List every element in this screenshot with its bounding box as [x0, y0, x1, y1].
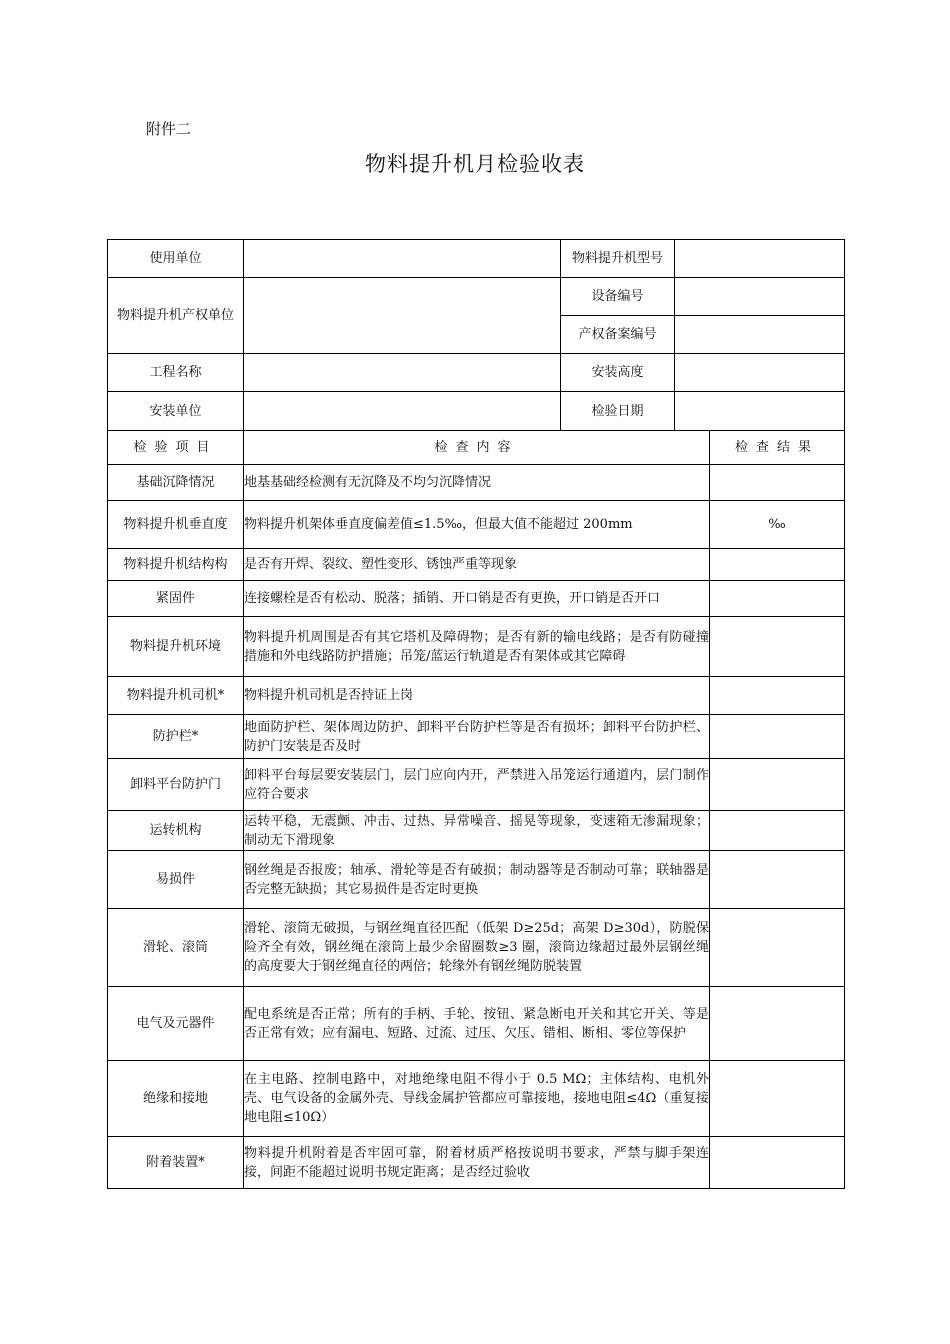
row-result[interactable] — [710, 465, 845, 501]
table-row — [108, 501, 845, 549]
info-row-device-no — [108, 278, 845, 316]
table-row — [108, 987, 845, 1061]
row-item: 物料提升机环境 — [108, 617, 244, 677]
table-row — [108, 465, 845, 501]
row-result[interactable] — [710, 715, 845, 759]
row-result[interactable] — [710, 987, 845, 1061]
page-title: 物料提升机月检验收表 — [365, 152, 585, 176]
header-row — [108, 431, 845, 465]
device-no-label: 设备编号 — [561, 278, 675, 316]
row-result[interactable] — [710, 759, 845, 811]
row-item: 附着装置* — [108, 1137, 244, 1189]
row-content: 在主电路、控制电路中，对地绝缘电阻不得小于 0.5 MΩ；主体结构、电机外壳、电气设备的金属外壳、导线金属护管都应可靠接地，接地电阻≤4Ω（重复接地电阻≤10Ω） — [244, 1061, 710, 1137]
table-row — [108, 617, 845, 677]
header-result: 检查结果 — [710, 431, 845, 465]
row-item: 紧固件 — [108, 581, 244, 617]
info-row-project — [108, 354, 845, 392]
row-content: 地基基础经检测有无沉降及不均匀沉降情况 — [244, 465, 710, 501]
table-row — [108, 1137, 845, 1189]
use-unit-field[interactable] — [244, 240, 561, 278]
row-content: 滑轮、滚筒无破损，与钢丝绳直径匹配（低架 D≥25d；高架 D≥30d），防脱保险齐全有效，钢丝绳在滚筒上最少余留圈数≥3 圈，滚筒边缘超过最外层钢丝绳的高度要大于钢丝绳直径的两倍；轮缘外有钢丝绳防脱装置 — [244, 909, 710, 987]
row-result[interactable] — [710, 549, 845, 581]
row-content: 配电系统是否正常；所有的手柄、手轮、按钮、紧急断电开关和其它开关、等是否正常有效；应有漏电、短路、过流、过压、欠压、错相、断相、零位等保护 — [244, 987, 710, 1061]
install-height-field[interactable] — [675, 354, 845, 392]
row-result[interactable]: ‰ — [710, 501, 845, 549]
row-item: 滑轮、滚筒 — [108, 909, 244, 987]
row-item: 运转机构 — [108, 811, 244, 851]
table-row — [108, 811, 845, 851]
owner-unit-field[interactable] — [244, 278, 561, 354]
row-content: 钢丝绳是否报废；轴承、滑轮等是否有破损；制动器等是否制动可靠；联轴器是否完整无缺损；其它易损件是否定时更换 — [244, 851, 710, 909]
table-row — [108, 1061, 845, 1137]
table-row — [108, 759, 845, 811]
row-item: 防护栏* — [108, 715, 244, 759]
attachment-label: 附件二 — [146, 120, 192, 138]
table-row — [108, 549, 845, 581]
row-content: 物料提升机架体垂直度偏差值≤1.5‰，但最大值不能超过 200mm — [244, 501, 710, 549]
row-result[interactable] — [710, 1137, 845, 1189]
use-unit-label: 使用单位 — [108, 240, 244, 278]
row-item: 电气及元器件 — [108, 987, 244, 1061]
table-row — [108, 677, 845, 715]
row-item: 绝缘和接地 — [108, 1061, 244, 1137]
row-result[interactable] — [710, 677, 845, 715]
row-result[interactable] — [710, 851, 845, 909]
row-item: 物料提升机垂直度 — [108, 501, 244, 549]
row-result[interactable] — [710, 617, 845, 677]
row-content: 卸料平台每层要安装层门，层门应向内开，严禁进入吊笼运行通道内，层门制作应符合要求 — [244, 759, 710, 811]
owner-unit-label: 物料提升机产权单位 — [108, 278, 244, 354]
table-row — [108, 581, 845, 617]
table-row — [108, 715, 845, 759]
header-item: 检验项目 — [108, 431, 244, 465]
row-content: 物料提升机周围是否有其它塔机及障碍物；是否有新的输电线路；是否有防碰撞措施和外电线路防护措施；吊笼/蓝运行轨道是否有架体或其它障碍 — [244, 617, 710, 677]
row-content: 连接螺栓是否有松动、脱落；插销、开口销是否有更换，开口销是否开口 — [244, 581, 710, 617]
table-row — [108, 909, 845, 987]
row-content: 物料提升机附着是否牢固可靠，附着材质严格按说明书要求，严禁与脚手架连接，间距不能超过说明书规定距离；是否经过验收 — [244, 1137, 710, 1189]
install-height-label: 安装高度 — [561, 354, 675, 392]
record-no-label: 产权备案编号 — [561, 316, 675, 354]
install-unit-label: 安装单位 — [108, 392, 244, 431]
project-name-field[interactable] — [244, 354, 561, 392]
row-content: 是否有开焊、裂纹、塑性变形、锈蚀严重等现象 — [244, 549, 710, 581]
row-result[interactable] — [710, 811, 845, 851]
row-result[interactable] — [710, 909, 845, 987]
inspection-table — [107, 239, 845, 1189]
inspect-date-field[interactable] — [675, 392, 845, 431]
header-content: 检查内容 — [244, 431, 710, 465]
device-no-field[interactable] — [675, 278, 845, 316]
row-result[interactable] — [710, 581, 845, 617]
row-content: 运转平稳，无震颤、冲击、过热、异常噪音、摇晃等现象，变速箱无渗漏现象；制动无下滑现象 — [244, 811, 710, 851]
row-item: 物料提升机司机* — [108, 677, 244, 715]
record-no-field[interactable] — [675, 316, 845, 354]
inspect-date-label: 检验日期 — [561, 392, 675, 431]
row-content: 地面防护栏、架体周边防护、卸料平台防护栏等是否有损坏；卸料平台防护栏、防护门安装是否及时 — [244, 715, 710, 759]
row-item: 易损件 — [108, 851, 244, 909]
row-item: 物料提升机结构构 — [108, 549, 244, 581]
info-row-install-unit — [108, 392, 845, 431]
table-row — [108, 851, 845, 909]
model-label: 物料提升机型号 — [561, 240, 675, 278]
row-item: 基础沉降情况 — [108, 465, 244, 501]
install-unit-field[interactable] — [244, 392, 561, 431]
row-result[interactable] — [710, 1061, 845, 1137]
model-field[interactable] — [675, 240, 845, 278]
row-item: 卸料平台防护门 — [108, 759, 244, 811]
info-row-use-unit — [108, 240, 845, 278]
project-name-label: 工程名称 — [108, 354, 244, 392]
row-content: 物料提升机司机是否持证上岗 — [244, 677, 710, 715]
